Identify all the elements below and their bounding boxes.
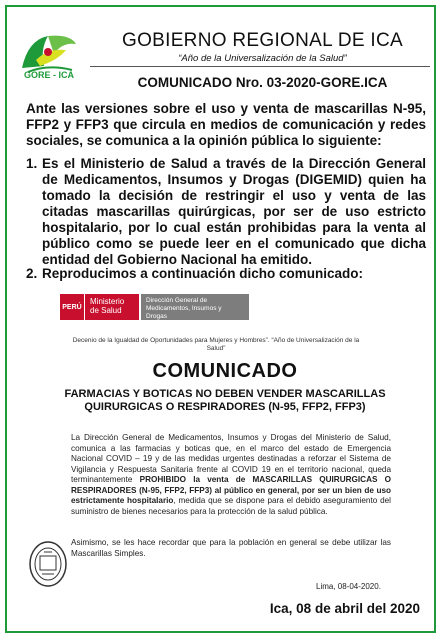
embedded-title: COMUNICADO [152, 360, 298, 382]
para-bold-text: PROHIBIDO la venta de MASCARILLAS QUIRURGICAS O RESPIRADORES (N-95, FFP2, FFP3) al público en general, por ser un bien de uso estrictamente hospitalario [71, 475, 392, 505]
official-seal-icon [28, 540, 68, 588]
para-text: La Dirección General de Medicamentos, Insumos y Drogas del Ministerio de Salud, comunica a las farmacias y boticas que, en el marco del estado de Emergencia Nacional COVID – 19 y de las medidas urgentes destinadas a reforzar el Sistema de Vigilancia y Respuesta Sanitaria frente al COVID 19 en el territorio nacional, queda terminantemente [71, 433, 391, 484]
embedded-date: Lima, 08-04-2020. [316, 582, 381, 591]
peru-shield [60, 294, 84, 320]
embedded-comunicado-image [26, 288, 424, 596]
embedded-paragraph [71, 433, 391, 517]
header-subtitle: “Año de la Universalización de la Salud” [178, 53, 347, 64]
list-item [26, 266, 426, 282]
list-text: Es el Ministerio de Salud a través de la Dirección General de Medicamentos, Insumos y Drogas (DIGEMID) quien ha tomado la decisión de restringir el uso y venta de las citadas mascarillas quirúrgicas, por ser de uso estricto hospitalario, por lo cual están prohibidas para la venta al público como se puede leer en el comunicado que dicha entidad del Gobierno Nacional ha emitido. [42, 156, 426, 267]
list-item [26, 156, 426, 268]
ministerio-label: Ministerio de Salud [85, 294, 139, 320]
header-title: GOBIERNO REGIONAL DE ICA [122, 30, 403, 51]
decenio-text: Decenio de la Igualdad de Oportunidades para Mujeres y Hombres”. “Año de Universalización de la Salud” [72, 337, 360, 352]
intro-paragraph: Ante las versiones sobre el uso y venta de mascarillas N-95, FFP2 y FFP3 que circula en medios de comunicación y redes sociales, se comunica a la opinión pública lo siguiente: [26, 101, 426, 148]
para-text: , medida que se dispone para el debido aseguramiento del suministro de bienes necesarios para la protección de la salud pública. [71, 496, 392, 516]
embedded-subtitle: FARMACIAS Y BOTICAS NO DEBEN VENDER MASCARILLAS QUIRURGICAS O RESPIRADORES (N-95, FFP2, FFP3) [64, 388, 386, 413]
logo-label: GORE - ICA [23, 70, 74, 80]
list-text: Reproducimos a continuación dicho comunicado: [42, 266, 364, 281]
peru-label: PERÚ [62, 303, 82, 311]
direccion-label: Dirección General de Medicamentos, Insumos y Drogas [141, 294, 249, 320]
list-number: 1. [26, 156, 38, 171]
footer-date: Ica, 08 de abril del 2020 [269, 601, 420, 616]
minsa-logo [60, 294, 249, 320]
list-number: 2. [26, 266, 38, 281]
header-divider [90, 66, 430, 67]
comunicado-number: COMUNICADO Nro. 03-2020-GORE.ICA [137, 75, 388, 90]
embedded-paragraph-2: Asimismo, se les hace recordar que para la población en general se debe utilizar las Mascarillas Simples. [71, 538, 391, 558]
